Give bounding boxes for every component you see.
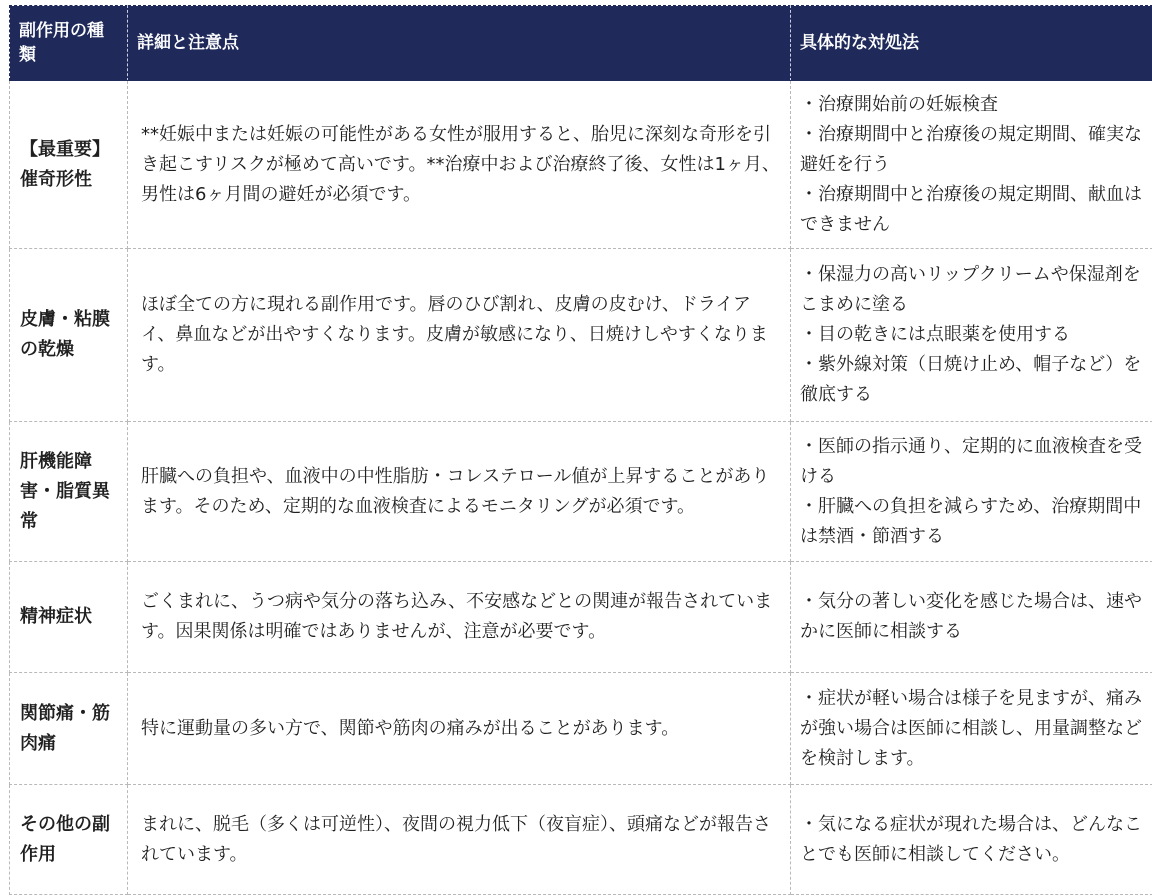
header-row [10, 6, 1152, 81]
detail-cell [128, 422, 791, 562]
measure-item: ・保湿力の高いリップクリームや保湿剤をこまめに塗る [800, 264, 1141, 315]
measure-cell [791, 562, 1152, 673]
header-details [128, 6, 791, 81]
measure-item: ・治療開始前の妊娠検査 [800, 93, 998, 115]
side-effect-type: 【最重要】催奇形性 [20, 138, 110, 190]
table-row [10, 81, 1152, 249]
side-effect-type: その他の副作用 [20, 813, 110, 865]
detail-cell [128, 249, 791, 422]
table-row [10, 673, 1152, 785]
measure-item: ・症状が軽い場合は様子を見ますが、痛みが強い場合は医師に相談し、用量調整などを検討します。 [800, 687, 1142, 769]
side-effect-type: 皮膚・粘膜の乾燥 [20, 309, 110, 360]
side-effect-type-cell [10, 785, 128, 895]
detail-text: ごくまれに、うつ病や気分の落ち込み、不安感などとの関連が報告されています。因果関係は明確ではありませんが、注意が必要です。 [141, 591, 773, 642]
table-header [10, 6, 1152, 81]
measure-item: ・肝臓への負担を減らすため、治療期間中は禁酒・節酒する [800, 495, 1142, 547]
measure-item: ・目の乾きには点眼薬を使用する [800, 324, 1070, 345]
side-effect-type: 肝機能障害・脂質異常 [20, 450, 110, 532]
measure-cell [791, 785, 1152, 895]
header-label: 副作用の種類 [19, 21, 104, 65]
measure-cell [791, 673, 1152, 785]
measure-cell [791, 249, 1152, 422]
side-effect-type-cell [10, 422, 128, 562]
detail-text: **妊娠中または妊娠の可能性がある女性が服用すると、胎児に深刻な奇形を引き起こすリスクが極めて高いです。**治療中および治療終了後、女性は1ヶ月、男性は6ヶ月間の避妊が必須です。 [141, 123, 780, 205]
header-label: 具体的な対処法 [800, 33, 919, 53]
detail-text: 特に運動量の多い方で、関節や筋肉の痛みが出ることがあります。 [141, 717, 680, 739]
side-effects-table [9, 5, 1152, 895]
measure-item: ・治療期間中と治療後の規定期間、確実な避妊を行う [800, 123, 1142, 175]
measure-item: ・気分の著しい変化を感じた場合は、速やかに医師に相談する [800, 591, 1142, 642]
detail-cell [128, 81, 791, 249]
side-effect-type-cell [10, 673, 128, 785]
header-measures [791, 6, 1152, 81]
detail-text: まれに、脱毛（多くは可逆性）、夜間の視力低下（夜盲症）、頭痛などが報告されています。 [141, 813, 771, 865]
table-row [10, 249, 1152, 422]
measure-item: ・治療期間中と治療後の規定期間、献血はできません [800, 183, 1142, 235]
measure-item: ・紫外線対策（日焼け止め、帽子など）を徹底する [800, 354, 1142, 405]
detail-cell [128, 785, 791, 895]
detail-cell [128, 562, 791, 673]
header-side-effect-type [10, 6, 128, 81]
side-effect-type-cell [10, 249, 128, 422]
table-row [10, 785, 1152, 895]
detail-cell [128, 673, 791, 785]
measure-item: ・医師の指示通り、定期的に血液検査を受ける [800, 435, 1142, 487]
detail-text: 肝臓への負担や、血液中の中性脂肪・コレステロール値が上昇することがあります。そのため、定期的な血液検査によるモニタリングが必須です。 [141, 465, 770, 517]
measure-cell [791, 81, 1152, 249]
table-row [10, 422, 1152, 562]
side-effect-type-cell [10, 81, 128, 249]
side-effect-type: 精神症状 [20, 606, 92, 627]
table-row [10, 562, 1152, 673]
header-label: 詳細と注意点 [137, 33, 239, 53]
measure-item: ・気になる症状が現れた場合は、どんなことでも医師に相談してください。 [800, 813, 1142, 865]
side-effect-type: 関節痛・筋肉痛 [20, 702, 110, 754]
measure-cell [791, 422, 1152, 562]
detail-text: ほぼ全ての方に現れる副作用です。唇のひび割れ、皮膚の皮むけ、ドライアイ、鼻血などが出やすくなります。皮膚が敏感になり、日焼けしやすくなります。 [141, 294, 768, 375]
side-effect-type-cell [10, 562, 128, 673]
